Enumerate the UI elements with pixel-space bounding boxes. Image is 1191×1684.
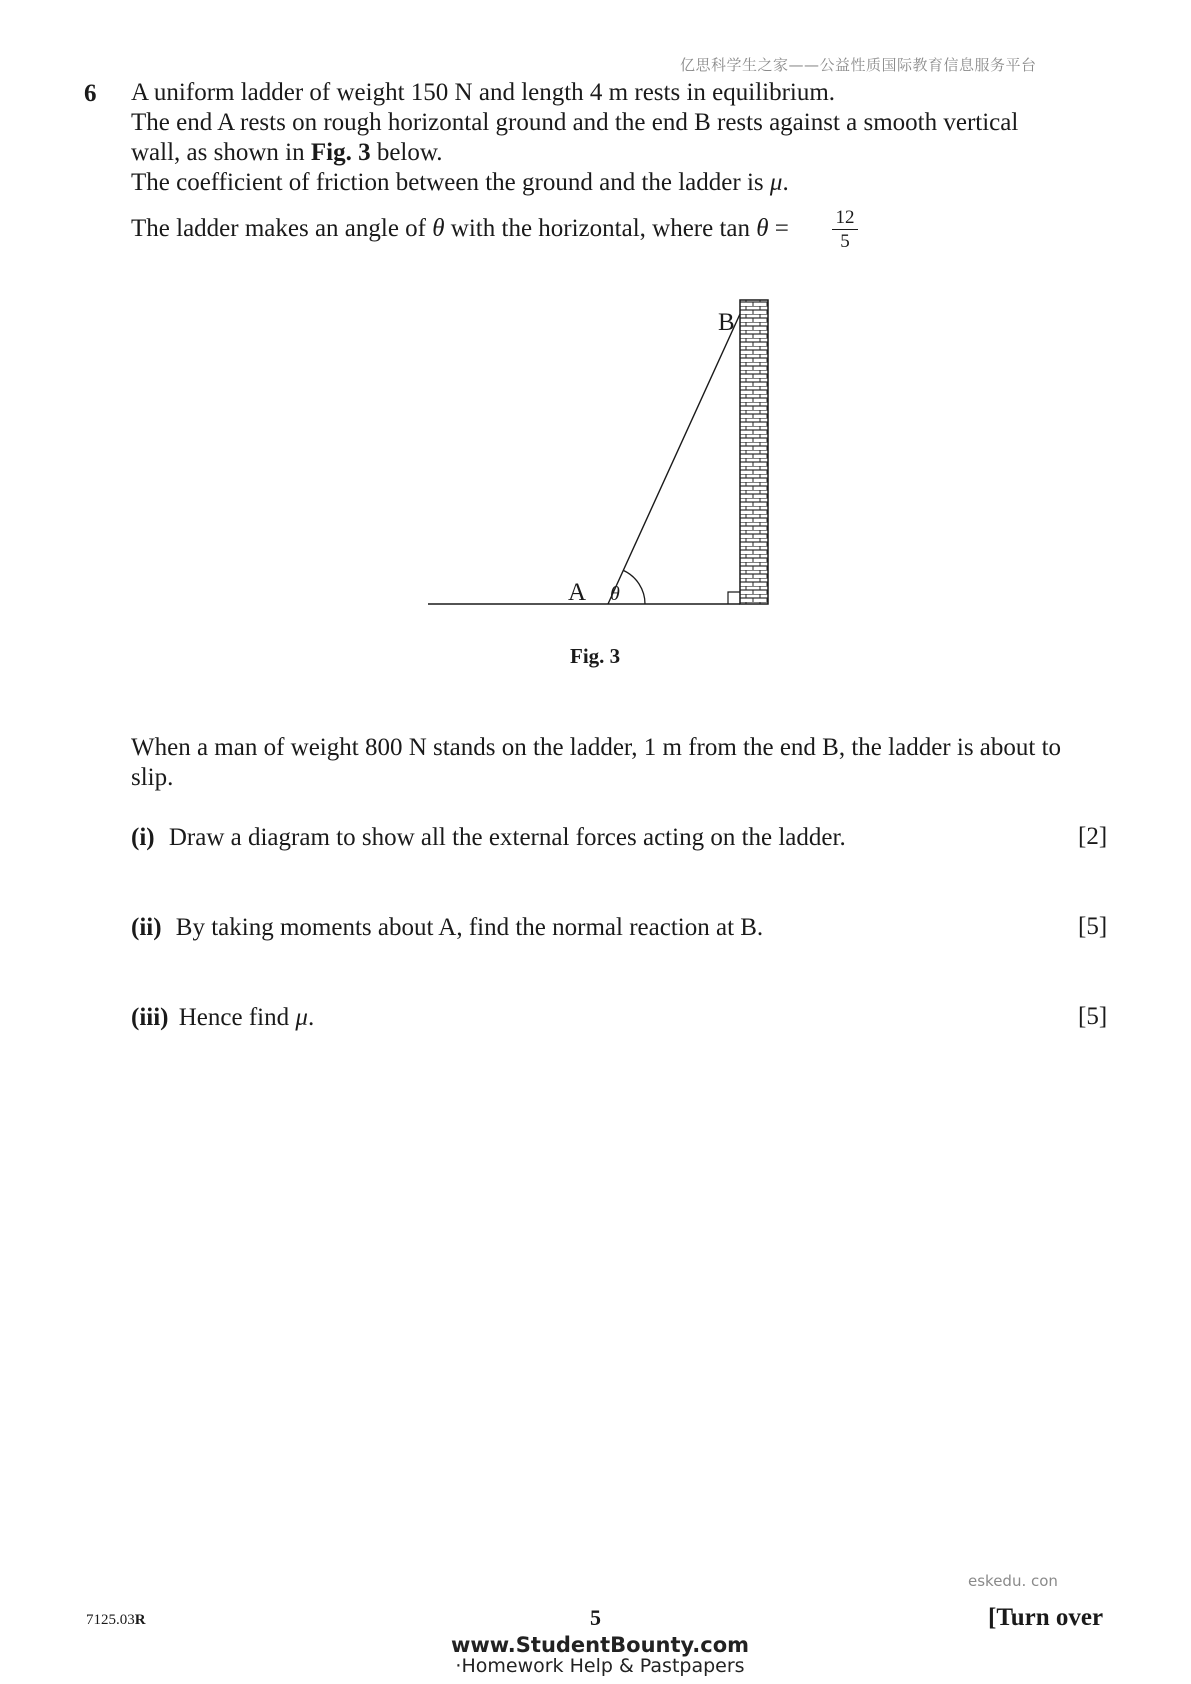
friction-text: The coefficient of friction between the ground and the ladder is (131, 169, 770, 196)
part-i-text: Draw a diagram to show all the external forces acting on the ladder. (168, 824, 846, 851)
part-iii-label: (iii) (131, 1004, 169, 1031)
label-theta: θ (610, 583, 620, 605)
part-ii (131, 913, 1081, 943)
question-line-2: The end A rests on rough horizontal ground and the end B rests against a smooth vertical (131, 109, 1019, 136)
mu-symbol: μ (769, 169, 783, 196)
studentbounty-logo[interactable] (450, 1634, 750, 1676)
part-i-label: (i) (131, 824, 155, 851)
figure-caption: Fig. 3 (570, 644, 621, 668)
part-iii-mu: μ (295, 1004, 308, 1031)
paper-code-suffix: R (134, 1612, 146, 1628)
ladder-diagram (420, 290, 780, 630)
studentbounty-url[interactable]: www.StudentBounty.com (450, 1633, 750, 1657)
question-number: 6 (84, 80, 97, 107)
part-iii-text: Hence find (178, 1004, 296, 1031)
turn-over: [Turn over (988, 1604, 1104, 1631)
eskedu-watermark: eskedu. con (968, 1572, 1058, 1590)
question-line-3-end: below. (370, 139, 443, 166)
question-line-3-text: wall, as shown in (131, 139, 311, 166)
question-line-1: A uniform ladder of weight 150 N and length 4 m rests in equilibrium. (131, 79, 836, 106)
header-watermark: 亿思科学生之家——公益性质国际教育信息服务平台 (680, 56, 1037, 74)
ladder-line (608, 314, 740, 604)
friction-end: . (782, 169, 789, 196)
tan-fraction (832, 208, 858, 252)
part-iii (131, 1003, 1081, 1033)
paper-code-number: 7125.03 (86, 1612, 135, 1628)
brick-wall (740, 300, 768, 604)
paper-code (86, 1612, 146, 1629)
label-a: A (568, 579, 587, 606)
page-number: 5 (590, 1605, 601, 1630)
part-iii-marks: [5] (1078, 1003, 1108, 1030)
angle-line (131, 214, 1081, 244)
theta-symbol: θ (432, 215, 445, 242)
angle-text-prefix: The ladder makes an angle of (131, 215, 433, 242)
question-line-4 (131, 168, 1081, 198)
angle-text-mid: with the horizontal, where tan (444, 215, 757, 242)
scenario-line-1: When a man of weight 800 N stands on the ladder, 1 m from the end B, the ladder is about to (131, 734, 1062, 761)
part-ii-marks: [5] (1078, 913, 1108, 940)
part-i-marks: [2] (1078, 823, 1108, 850)
fig-reference: Fig. 3 (310, 139, 371, 166)
right-angle-marker (728, 592, 740, 604)
scenario-line-2: slip. (131, 764, 174, 791)
angle-arc (623, 570, 645, 604)
part-i (131, 823, 1081, 853)
part-ii-text: By taking moments about A, find the normal reaction at B. (175, 914, 764, 941)
part-ii-label: (ii) (131, 914, 162, 941)
theta-symbol-2: θ (756, 215, 769, 242)
studentbounty-tagline: ·Homework Help & Pastpapers (455, 1655, 745, 1677)
equals-sign: = (768, 215, 789, 242)
question-line-3 (131, 138, 1081, 168)
label-b: B (718, 309, 735, 336)
part-iii-end: . (307, 1004, 315, 1031)
tan-numerator: 12 (832, 208, 858, 230)
tan-denominator: 5 (840, 231, 850, 252)
